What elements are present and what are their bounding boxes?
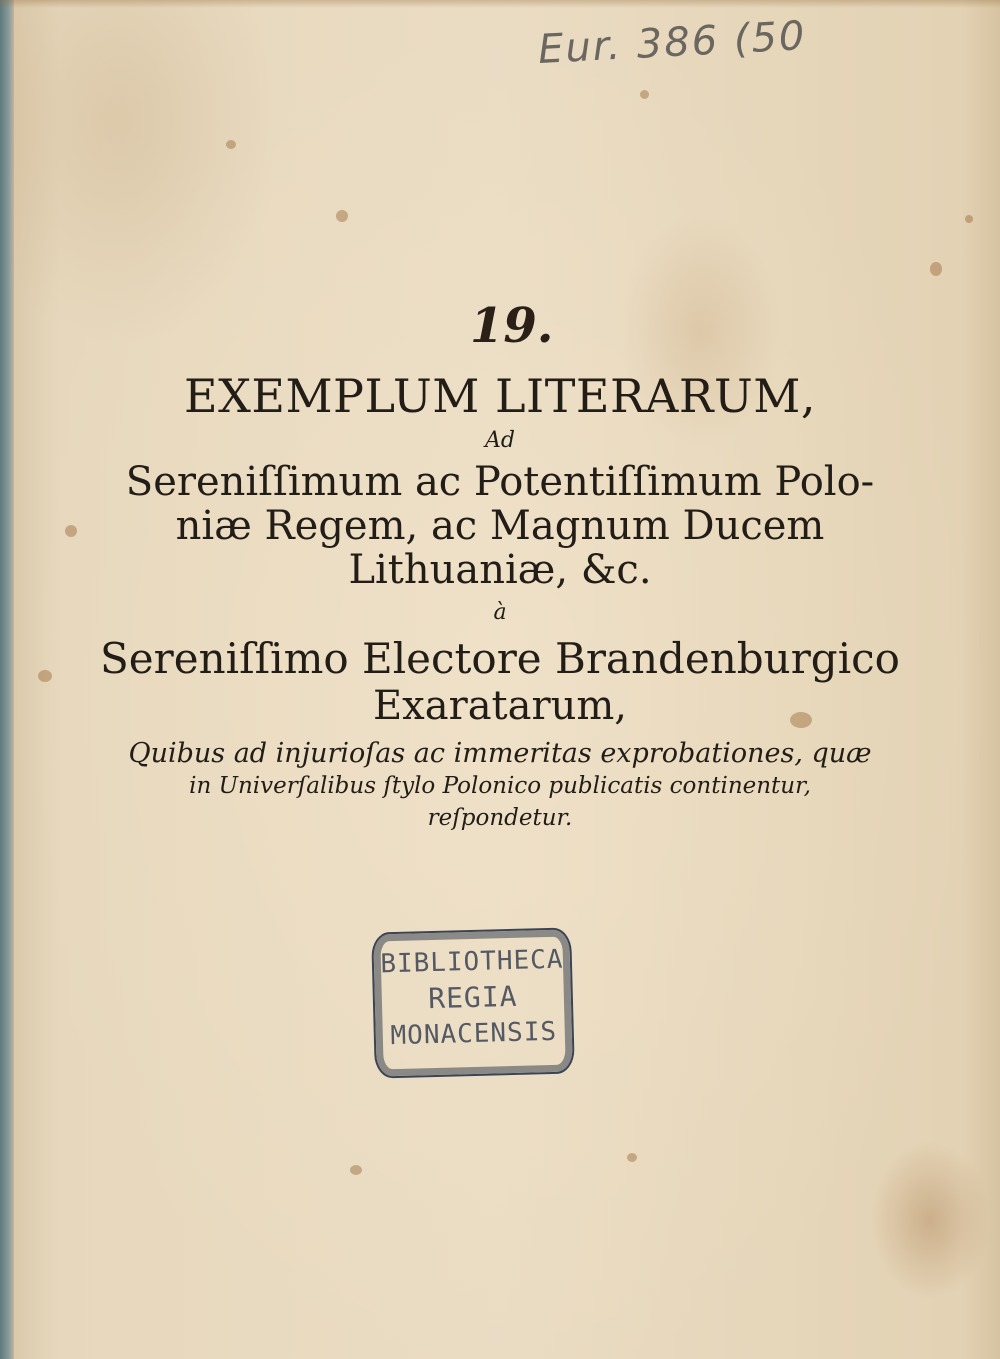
subtitle-line-2: in Univerſalibus ſtylo Polonico publicatis continentur,: [189, 773, 811, 799]
author-line-1: Sereniſſimo Electore Brandenburgico: [100, 634, 900, 683]
foxing-spot: [336, 210, 348, 222]
spine-edge: [0, 0, 14, 1359]
subtitle-line-3: reſpondetur.: [427, 805, 573, 831]
dedication-line-2: niæ Regem, ac Magnum Ducem: [175, 503, 825, 549]
a-word: à: [493, 600, 507, 625]
library-stamp: [371, 927, 575, 1078]
page-top-edge: [0, 0, 1000, 8]
foxing-spot: [640, 90, 649, 99]
page-number: 19.: [470, 298, 554, 354]
dedication-line-1: Sereniſſimum ac Potentiſſimum Polo-: [125, 459, 875, 505]
main-title: EXEMPLUM LITERARUM,: [184, 369, 816, 423]
dedication-line-3: Lithuaniæ, &c.: [348, 547, 652, 593]
shelfmark-annotation: Eur. 386 (50: [536, 13, 808, 73]
foxing-spot: [627, 1153, 637, 1162]
author-line-2: Exaratarum,: [372, 683, 628, 729]
foxing-spot: [226, 140, 236, 149]
foxing-spot: [930, 262, 942, 276]
foxing-spot: [965, 215, 973, 223]
stamp-line-2: REGIA: [427, 979, 518, 1016]
foxing-spot: [38, 670, 52, 682]
stamp-line-1: BIBLIOTHECA: [379, 944, 564, 980]
library-stamp-text: [373, 941, 572, 1054]
title-block: [60, 368, 940, 834]
stamp-line-3: MONACENSIS: [390, 1016, 558, 1052]
foxing-spot: [350, 1165, 362, 1175]
ad-word: Ad: [485, 428, 515, 453]
subtitle-line-1: Quibus ad injurioſas ac immeritas exprobationes, quæ: [128, 738, 872, 769]
